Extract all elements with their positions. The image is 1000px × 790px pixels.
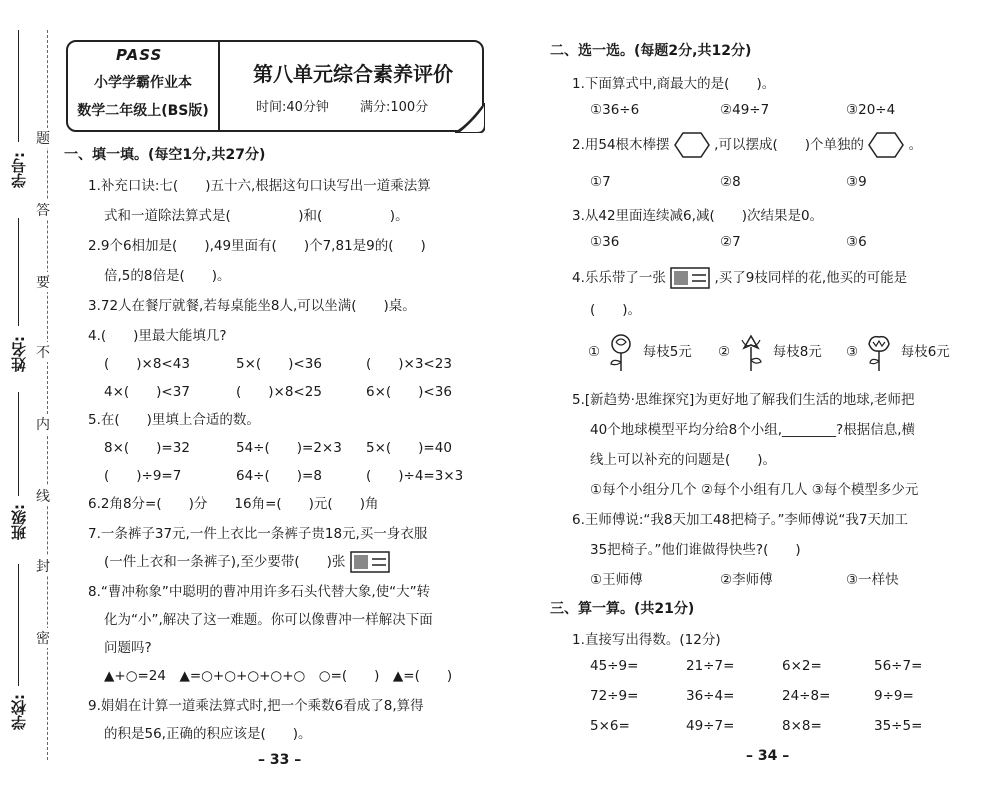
rose-flower-icon <box>604 332 638 372</box>
choice-q3-opt: ③6 <box>846 234 867 250</box>
header-brand-panel <box>68 42 220 130</box>
choice-q6-opt: ②李师傅 <box>720 572 773 588</box>
banknote-icon <box>670 267 710 289</box>
choice-q2-text-a: 2.用54根木棒摆 <box>572 137 670 153</box>
choice-q6-line-2: 35把椅子。”他们谁做得快些?( ) <box>590 542 801 558</box>
choice-q4-blank: ( )。 <box>590 302 642 318</box>
q5-line: 5.在( )里填上合适的数。 <box>88 412 260 428</box>
page-number-right: – 34 – <box>746 748 790 764</box>
q8-line-1: 8.“曹冲称象”中聪明的曹冲用许多石头代替大象,使“大”转 <box>88 584 431 600</box>
choice-q1-opt: ③20÷4 <box>846 102 896 118</box>
calc-item: 21÷7= <box>686 658 735 674</box>
choice-q4-text-a: 4.乐乐带了一张 <box>572 270 666 286</box>
choice-q5-options: ①每个小组分几个 ②每个小组有几人 ③每个模型多少元 <box>590 482 919 498</box>
seal-char: 不 <box>36 342 50 362</box>
q2-line-2: 倍,5的8倍是( )。 <box>104 268 231 284</box>
choice-q4-opt <box>588 332 692 372</box>
calc-item: 6×2= <box>782 658 822 674</box>
choice-q5-line-2: 40个地球模型平均分给8个小组,________?根据信息,横 <box>590 422 916 438</box>
q4-item: 5×( )<36 <box>236 356 322 372</box>
q4-item: ( )×3<23 <box>366 356 452 372</box>
calc-item: 45÷9= <box>590 658 639 674</box>
choice-q2-opt: ②8 <box>720 174 741 190</box>
calc-item: 9÷9= <box>874 688 914 704</box>
choice-q2-opt: ③9 <box>846 174 867 190</box>
calc-item: 8×8= <box>782 718 822 734</box>
q5-item: 54÷( )=2×3 <box>236 440 342 456</box>
q8-equations: ▲+○=24 ▲=○+○+○+○+○ ○=( ) ▲=( ) <box>104 668 453 684</box>
name-label: 姓名: <box>10 336 28 372</box>
q4-line: 4.( )里最大能填几? <box>88 328 227 344</box>
name-line <box>18 218 19 326</box>
calc-item: 49÷7= <box>686 718 735 734</box>
seal-char: 封 <box>36 556 50 576</box>
q1-line-2: 式和一道除法算式是( )和( )。 <box>104 208 409 224</box>
calc-item: 72÷9= <box>590 688 639 704</box>
choice-q2-opt: ①7 <box>590 174 611 190</box>
choice-q3-opt: ①36 <box>590 234 620 250</box>
binding-margin <box>0 0 58 790</box>
subject-grade: 数学二年级上(BS版) <box>77 103 209 119</box>
choice-q3-opt: ②7 <box>720 234 741 250</box>
brand-name: 小学学霸作业本 <box>94 75 192 91</box>
choice-q3: 3.从42里面连续减6,减( )次结果是0。 <box>572 208 824 224</box>
calc-item: 36÷4= <box>686 688 735 704</box>
q2-line-1: 2.9个6相加是( ),49里面有( )个7,81是9的( ) <box>88 238 426 254</box>
choice-q6-opt: ①王师傅 <box>590 572 643 588</box>
seal-char: 内 <box>36 414 50 434</box>
choice-q4-opt <box>718 332 822 372</box>
seal-char: 要 <box>36 272 50 292</box>
opt-number: ② <box>718 344 731 360</box>
q5-item: 5×( )=40 <box>366 440 452 456</box>
choice-q6-line-1: 6.王师傅说:“我8天加工48把椅子。”李师傅说“我7天加工 <box>572 512 909 528</box>
choice-q4-text-b: ,买了9枝同样的花,他买的可能是 <box>714 270 908 286</box>
q1-line-1: 1.补充口诀:七( )五十六,根据这句口诀写出一道乘法算 <box>88 178 431 194</box>
opt-number: ③ <box>846 344 859 360</box>
calc-item: 5×6= <box>590 718 630 734</box>
class-line <box>18 392 19 496</box>
exam-time: 时间:40分钟 <box>256 100 329 115</box>
opt-price: 每枝8元 <box>772 344 822 360</box>
choice-q2-text-b: ,可以摆成( )个单独的 <box>714 137 864 153</box>
student-id-line <box>18 30 19 142</box>
carnation-flower-icon <box>862 332 896 372</box>
choice-q5-line-1: 5.[新趋势·思维探究]为更好地了解我们生活的地球,老师把 <box>572 392 915 408</box>
q6-line: 6.2角8分=( )分 16角=( )元( )角 <box>88 496 379 512</box>
q9-line-1: 9.娟娟在计算一道乘法算式时,把一个乘数6看成了8,算得 <box>88 698 424 714</box>
choice-q5-line-3: 线上可以补充的问题是( )。 <box>590 452 777 468</box>
choice-q6-opt: ③一样快 <box>846 572 899 588</box>
student-id-label: 学号: <box>10 152 28 188</box>
choice-q2 <box>572 132 922 158</box>
q9-line-2: 的积是56,正确的积应该是( )。 <box>104 726 312 742</box>
calc-q1-title: 1.直接写出得数。(12分) <box>572 632 721 648</box>
q4-item: ( )×8<25 <box>236 384 322 400</box>
q8-line-3: 问题吗? <box>104 640 152 656</box>
school-label: 学校: <box>10 694 28 730</box>
calc-item: 35÷5= <box>874 718 923 734</box>
page-number-left: – 33 – <box>258 752 302 768</box>
choice-q4 <box>572 266 907 289</box>
hexagon-icon <box>674 132 710 158</box>
choice-q4-opt <box>846 332 950 372</box>
q5-item: ( )÷9=7 <box>104 468 182 484</box>
choice-q1-opt: ①36÷6 <box>590 102 640 118</box>
q5-item: 64÷( )=8 <box>236 468 322 484</box>
exam-header <box>66 40 484 132</box>
q7-line-2-text: (一件上衣和一条裤子),至少要带( )张 <box>104 554 346 570</box>
q4-item: 6×( )<36 <box>366 384 452 400</box>
section-2-title: 二、选一选。(每题2分,共12分) <box>550 43 752 59</box>
banknote-icon <box>350 551 390 573</box>
q4-item: 4×( )<37 <box>104 384 190 400</box>
q3-line: 3.72人在餐厅就餐,若每桌能坐8人,可以坐满( )桌。 <box>88 298 416 314</box>
seal-char: 线 <box>36 486 50 506</box>
q7-line-2 <box>104 550 390 573</box>
calc-item: 24÷8= <box>782 688 831 704</box>
section-3-title: 三、算一算。(共21分) <box>550 601 695 617</box>
q7-line-1: 7.一条裤子37元,一件上衣比一条裤子贵18元,买一身衣服 <box>88 526 428 542</box>
exam-title: 第八单元综合素养评价 <box>253 62 453 86</box>
q5-item: ( )÷4=3×3 <box>366 468 464 484</box>
seal-char: 答 <box>36 200 50 220</box>
opt-number: ① <box>588 344 601 360</box>
q4-item: ( )×8<43 <box>104 356 190 372</box>
choice-q2-text-c: 。 <box>908 137 923 153</box>
exam-full-score: 满分:100分 <box>360 100 429 115</box>
choice-q1-opt: ②49÷7 <box>720 102 770 118</box>
q5-item: 8×( )=32 <box>104 440 190 456</box>
seal-char: 题 <box>36 128 50 148</box>
q8-line-2: 化为“小”,解决了这一难题。你可以像曹冲一样解决下面 <box>104 612 433 628</box>
opt-price: 每枝6元 <box>900 344 950 360</box>
section-1-title: 一、填一填。(每空1分,共27分) <box>64 147 266 163</box>
lily-flower-icon <box>734 332 768 372</box>
calc-item: 56÷7= <box>874 658 923 674</box>
choice-q1: 1.下面算式中,商最大的是( )。 <box>572 76 776 92</box>
opt-price: 每枝5元 <box>642 344 692 360</box>
school-line <box>18 564 19 686</box>
seal-char: 密 <box>36 628 50 648</box>
page-curl-icon <box>455 103 485 133</box>
pass-logo: PASS <box>116 46 163 64</box>
class-label: 班级: <box>10 504 28 540</box>
hexagon-icon <box>868 132 904 158</box>
